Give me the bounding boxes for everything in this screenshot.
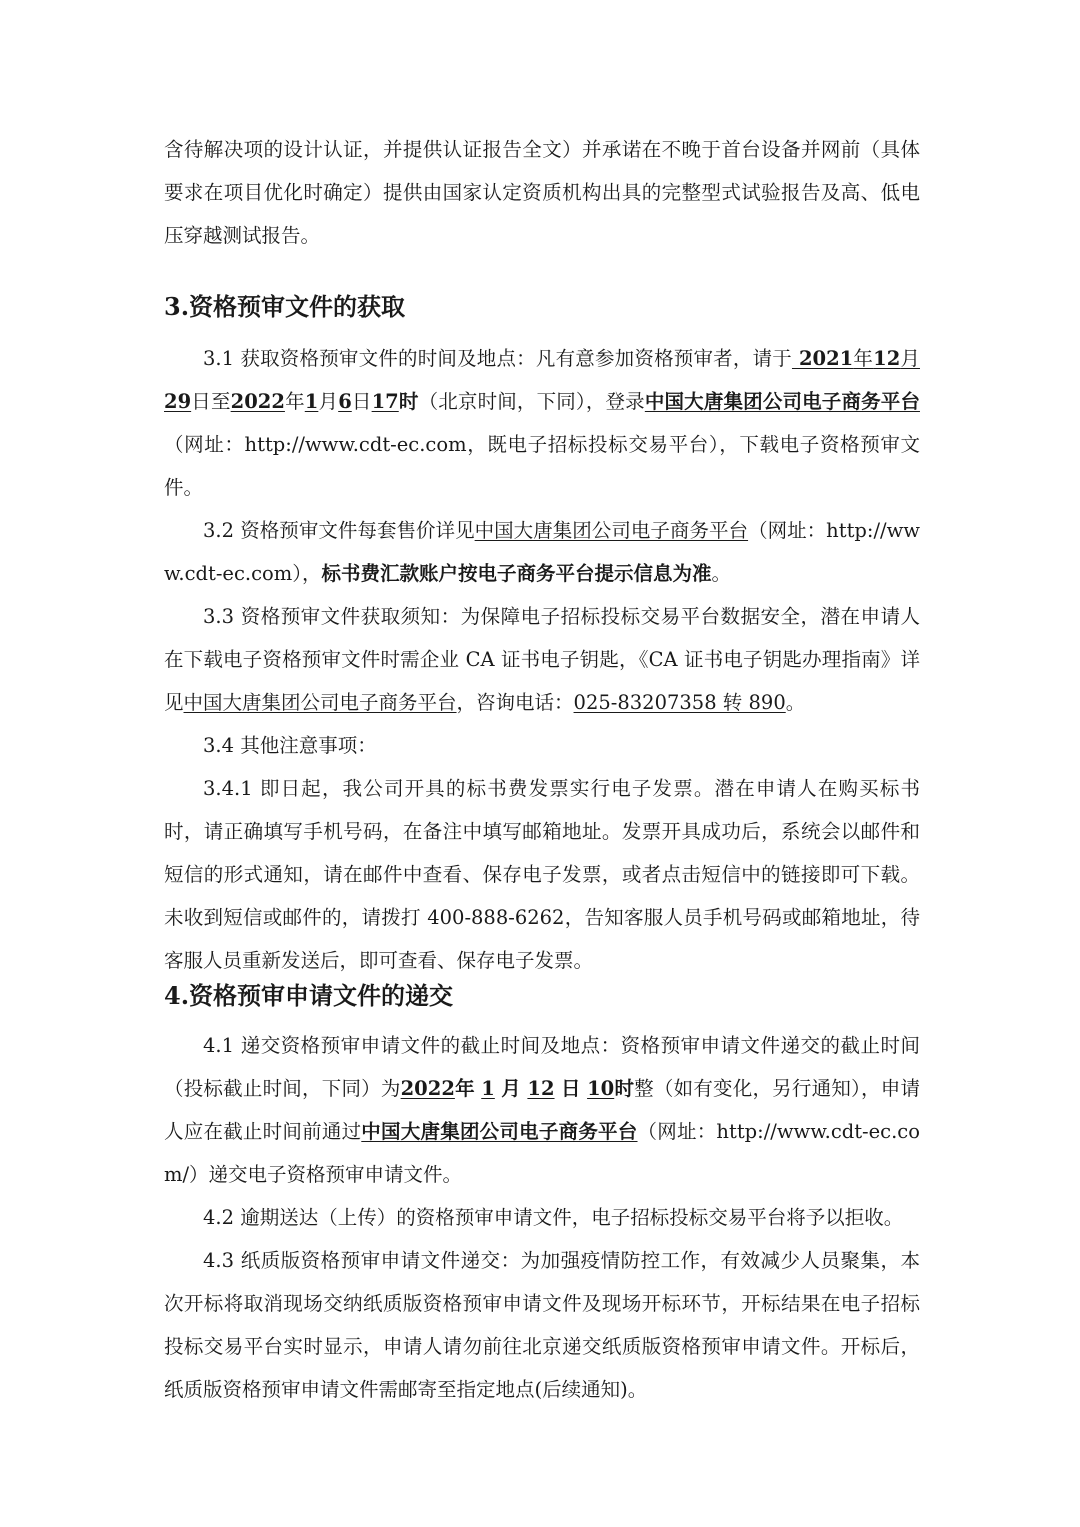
p31-day1: 29 — [164, 390, 192, 413]
p31-text-b: （北京时间，下同），登录 — [418, 390, 645, 413]
p31-year2: 2022 — [230, 390, 285, 413]
p41-hour: 10 — [587, 1077, 615, 1100]
p41-platform-link[interactable]: 中国大唐集团公司电子商务平台 — [361, 1120, 638, 1143]
p32-text-a: 3.2 资格预审文件每套售价详见 — [203, 519, 475, 542]
p41-t4: 时 — [614, 1077, 635, 1100]
p32-text-c: 。 — [711, 562, 731, 585]
p41-text-a: 4.1 递交资格预审申请文件的截止时间及地点：资格预审申请文件递交的截止时间（投标截止时间，下同）为 — [164, 1034, 920, 1100]
p31-t6: 日 — [351, 390, 372, 413]
intro-paragraph: 含待解决项的设计认证，并提供认证报告全文）并承诺在不晚于首台设备并网前（具体要求在项目优化时确定）提供由国家认定资质机构出具的完整型式试验报告及高、低电压穿越测试报告。 — [164, 138, 920, 247]
section-4-heading: 4.资格预审申请文件的递交 — [164, 981, 454, 1010]
p31-t2: 月 — [900, 347, 920, 370]
p32-platform-link[interactable]: 中国大唐集团公司电子商务平台 — [474, 519, 749, 542]
paragraph-3-2 — [164, 509, 920, 595]
p31-t1: 年 — [853, 347, 874, 370]
p41-month: 1 — [481, 1077, 495, 1100]
p31-t7: 时 — [398, 390, 419, 413]
p41-text-c: （网址：http://www.cdt-ec.com/）递交电子资格预审申请文件。 — [164, 1120, 920, 1186]
paragraph-4-1 — [164, 1024, 920, 1196]
p33-text-c: 。 — [785, 691, 806, 714]
p31-year1: 2021 — [791, 347, 854, 370]
p32-bold-note: 标书费汇款账户按电子商务平台提示信息为准 — [321, 562, 712, 585]
paragraph-3-1 — [164, 337, 920, 509]
p32-text-b: （网址：http://www.cdt-ec.com）， — [164, 519, 920, 585]
p31-t5: 月 — [318, 390, 339, 413]
p31-platform-link[interactable]: 中国大唐集团公司电子商务平台 — [644, 390, 920, 413]
p41-text-b: 整（如有变化，另行通知），申请人应在截止时间前通过 — [164, 1077, 920, 1143]
paragraph-4-2: 4.2 逾期送达（上传）的资格预审申请文件，电子招标投标交易平台将予以拒收。 — [203, 1206, 904, 1229]
p31-month1: 12 — [873, 347, 901, 370]
p31-t3: 日至 — [191, 390, 231, 413]
p31-text-c: （网址：http://www.cdt-ec.com，既电子招标投标交易平台），下载电子资格预审文件。 — [164, 433, 920, 499]
p33-platform-link[interactable]: 中国大唐集团公司电子商务平台 — [183, 691, 457, 714]
p41-year: 2022 — [400, 1077, 455, 1100]
paragraph-3-3 — [164, 595, 920, 724]
paragraph-3-4: 3.4 其他注意事项： — [203, 734, 377, 757]
p31-month2: 1 — [304, 390, 319, 413]
p33-text-a: 3.3 资格预审文件获取须知：为保障电子招标投标交易平台数据安全，潜在申请人在下载电子资格预审文件时需企业 CA 证书电子钥匙，《CA 证书电子钥匙办理指南》详见 — [164, 605, 920, 714]
p33-phone: 025-83207358 转 890 — [573, 691, 786, 714]
document-page — [164, 128, 920, 1411]
p33-text-b: ，咨询电话： — [456, 691, 574, 714]
p41-t1: 年 — [454, 1077, 475, 1100]
p41-day: 12 — [527, 1077, 555, 1100]
p41-t3: 日 — [560, 1077, 581, 1100]
p31-day2: 6 — [338, 390, 352, 413]
paragraph-3-4-1: 3.4.1 即日起，我公司开具的标书费发票实行电子发票。潜在申请人在购买标书时，请正确填写手机号码，在备注中填写邮箱地址。发票开具成功后，系统会以邮件和短信的形式通知，请在邮件中查看、保存电子发票，或者点击短信中的链接即可下载。未收到短信或邮件的，请拨打 400-888-6262，告知客服人员手机号码或邮箱地址，待客服人员重新发送后，即可查看、保存电子发票。 — [164, 777, 920, 972]
paragraph-4-3: 4.3 纸质版资格预审申请文件递交：为加强疫情防控工作，有效减少人员聚集，本次开标将取消现场交纳纸质版资格预审申请文件及现场开标环节，开标结果在电子招标投标交易平台实时显示，申请人请勿前往北京递交纸质版资格预审申请文件。开标后，纸质版资格预审申请文件需邮寄至指定地点(后续通知)。 — [164, 1249, 920, 1401]
p31-hour: 17 — [371, 390, 399, 413]
p31-t4: 年 — [284, 390, 305, 413]
p41-t2: 月 — [501, 1077, 521, 1100]
p31-text-a: 3.1 获取资格预审文件的时间及地点：凡有意参加资格预审者，请于 — [203, 347, 792, 370]
section-3-heading: 3.资格预审文件的获取 — [164, 292, 406, 321]
